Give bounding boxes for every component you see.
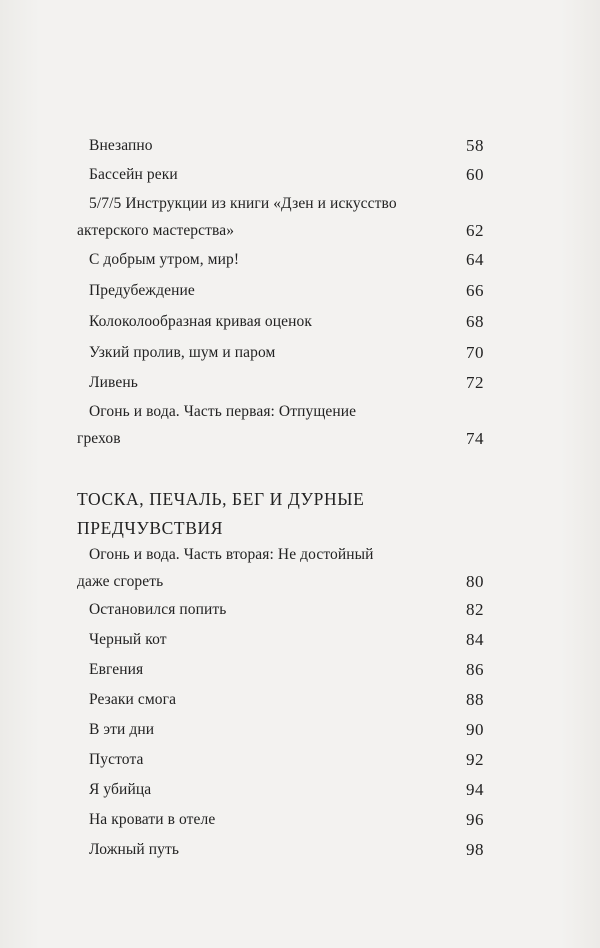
toc-entry-title: Огонь и вода. Часть вторая: Не достойный xyxy=(89,546,374,563)
toc-entry-title: Бассейн реки xyxy=(89,166,178,183)
toc-entry-title: В эти дни xyxy=(89,721,155,738)
toc-entry-page-number: 58 xyxy=(466,136,484,155)
toc-entry-page-number: 96 xyxy=(466,810,484,829)
toc-entry-title: Евгения xyxy=(89,661,144,678)
toc-entry xyxy=(89,308,484,335)
toc-entry-title: С добрым утром, мир! xyxy=(89,251,240,268)
toc-entry-title: Ливень xyxy=(89,374,138,391)
toc-entry-page-number: 74 xyxy=(466,429,484,448)
toc-entry xyxy=(89,836,484,863)
toc-entry xyxy=(89,746,484,773)
toc-entry-title: Огонь и вода. Часть первая: Отпущение xyxy=(89,403,357,420)
section-heading-line: ПРЕДЧУВСТВИЯ xyxy=(77,518,223,538)
toc-entry xyxy=(77,190,484,244)
toc-entry-page-number: 94 xyxy=(466,780,484,799)
toc-entry-page-number: 92 xyxy=(466,750,484,769)
toc-entry-page-number: 90 xyxy=(466,720,484,739)
toc-entry-page-number: 84 xyxy=(466,630,484,649)
toc-entry xyxy=(77,398,484,452)
toc-entry-page-number: 88 xyxy=(466,690,484,709)
toc-entry xyxy=(89,806,484,833)
toc-entry xyxy=(89,776,484,803)
toc-entry-title: Предубеждение xyxy=(89,282,195,299)
toc-entry xyxy=(89,132,484,159)
toc-entry-page-number: 72 xyxy=(466,373,484,392)
toc-entry-page-number: 82 xyxy=(466,600,484,619)
toc-entry xyxy=(89,246,484,273)
toc-entry-page-number: 98 xyxy=(466,840,484,859)
toc-entry xyxy=(89,161,484,188)
toc-entry-title: Колоколообразная кривая оценок xyxy=(89,313,313,330)
toc-entry-page-number: 86 xyxy=(466,660,484,679)
toc-entry-page-number: 66 xyxy=(466,281,484,300)
toc-entry-page-number: 64 xyxy=(466,250,484,269)
toc-entry xyxy=(89,277,484,304)
toc-entry-page-number: 60 xyxy=(466,165,484,184)
toc-entry xyxy=(89,686,484,713)
toc-entry xyxy=(77,541,484,595)
toc-entry-title-continuation: актерского мастерства» xyxy=(77,222,235,239)
toc-entry-page-number: 80 xyxy=(466,572,484,591)
toc-entry-title-continuation: грехов xyxy=(77,430,121,447)
section-heading-line: ТОСКА, ПЕЧАЛЬ, БЕГ И ДУРНЫЕ xyxy=(77,489,365,509)
toc-entry-title: Узкий пролив, шум и паром xyxy=(89,344,276,361)
toc-entry-page-number: 68 xyxy=(466,312,484,331)
toc-entry-title: Черный кот xyxy=(89,631,167,648)
toc-entry-title: Я убийца xyxy=(89,781,152,798)
toc-entry-title: Пустота xyxy=(89,751,144,768)
toc-entry-title: Внезапно xyxy=(89,137,153,154)
toc-entry-title-continuation: даже сгореть xyxy=(77,573,164,590)
toc-entry-page-number: 70 xyxy=(466,343,484,362)
toc-entry xyxy=(89,626,484,653)
toc-entry-title: 5/7/5 Инструкции из книги «Дзен и искусство xyxy=(89,195,397,212)
toc-entry-page-number: 62 xyxy=(466,221,484,240)
toc-entry xyxy=(89,339,484,366)
toc-entry-title: Резаки смога xyxy=(89,691,177,708)
toc-entry xyxy=(89,656,484,683)
section-heading xyxy=(77,485,517,543)
toc-entry-title: На кровати в отеле xyxy=(89,811,216,828)
toc-entry xyxy=(89,596,484,623)
toc-entry-title: Остановился попить xyxy=(89,601,227,618)
toc-entry-title: Ложный путь xyxy=(89,841,180,858)
toc-entry xyxy=(89,716,484,743)
toc-entry xyxy=(89,369,484,396)
